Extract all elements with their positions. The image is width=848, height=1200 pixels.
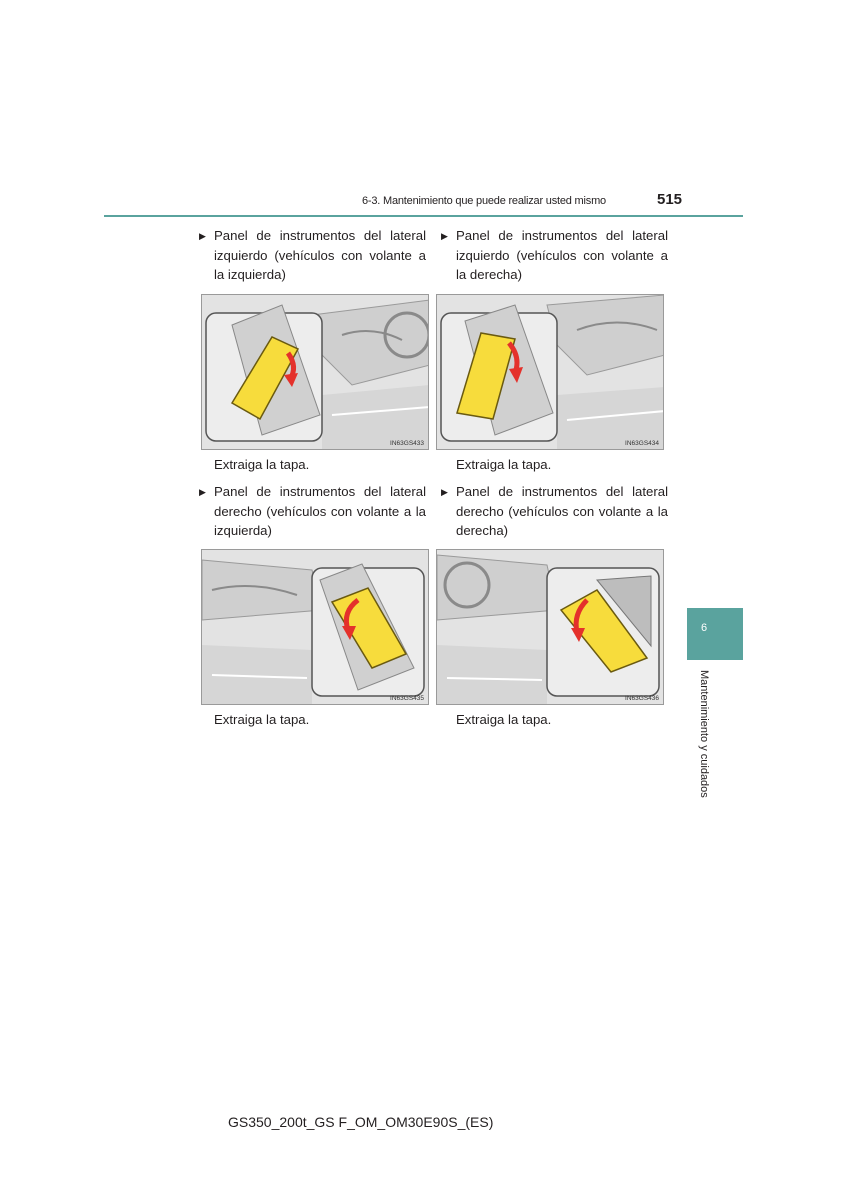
list-item (199, 226, 426, 285)
list-item (441, 226, 668, 285)
dashboard-illustration (202, 295, 429, 450)
chapter-label (698, 670, 712, 810)
bullet-triangle-icon: ▶ (441, 231, 448, 241)
figure-dashboard-left-lhd (201, 294, 429, 450)
dashboard-illustration (202, 550, 429, 705)
figure-caption: Extraiga la tapa. (456, 457, 552, 472)
list-item (441, 482, 668, 541)
figure-code: IN63GS435 (390, 695, 424, 702)
figure-code: IN63GS436 (625, 695, 659, 702)
figure-caption: Extraiga la tapa. (456, 712, 552, 727)
bullet-triangle-icon: ▶ (199, 231, 206, 241)
dashboard-illustration (437, 295, 664, 450)
chapter-tab (687, 608, 743, 660)
figure-code: IN63GS434 (625, 440, 659, 447)
figure-dashboard-left-rhd (436, 294, 664, 450)
section-title: 6-3. Mantenimiento que puede realizar usted mismo (362, 195, 606, 207)
list-item (199, 482, 426, 541)
page-number: 515 (657, 191, 683, 208)
item-text: Panel de instrumentos del lateral izquierdo (vehículos con volante a la izquierda) (214, 228, 426, 282)
item-text: Panel de instrumentos del lateral izquierdo (vehículos con volante a la derecha) (456, 228, 668, 282)
item-text: Panel de instrumentos del lateral derecho (vehículos con volante a la derecha) (456, 484, 668, 538)
header-rule (104, 215, 743, 217)
footer-model-code: GS350_200t_GS F_OM_OM30E90S_(ES) (228, 1114, 494, 1130)
item-text: Panel de instrumentos del lateral derecho (vehículos con volante a la izquierda) (214, 484, 426, 538)
figure-caption: Extraiga la tapa. (214, 457, 310, 472)
figure-caption: Extraiga la tapa. (214, 712, 310, 727)
figure-dashboard-right-rhd (436, 549, 664, 705)
bullet-triangle-icon: ▶ (199, 487, 206, 497)
figure-dashboard-right-lhd (201, 549, 429, 705)
bullet-triangle-icon: ▶ (441, 487, 448, 497)
figure-code: IN63GS433 (390, 440, 424, 447)
chapter-label-text: Mantenimiento y cuidados (698, 670, 710, 798)
dashboard-illustration (437, 550, 664, 705)
chapter-number: 6 (701, 622, 708, 634)
